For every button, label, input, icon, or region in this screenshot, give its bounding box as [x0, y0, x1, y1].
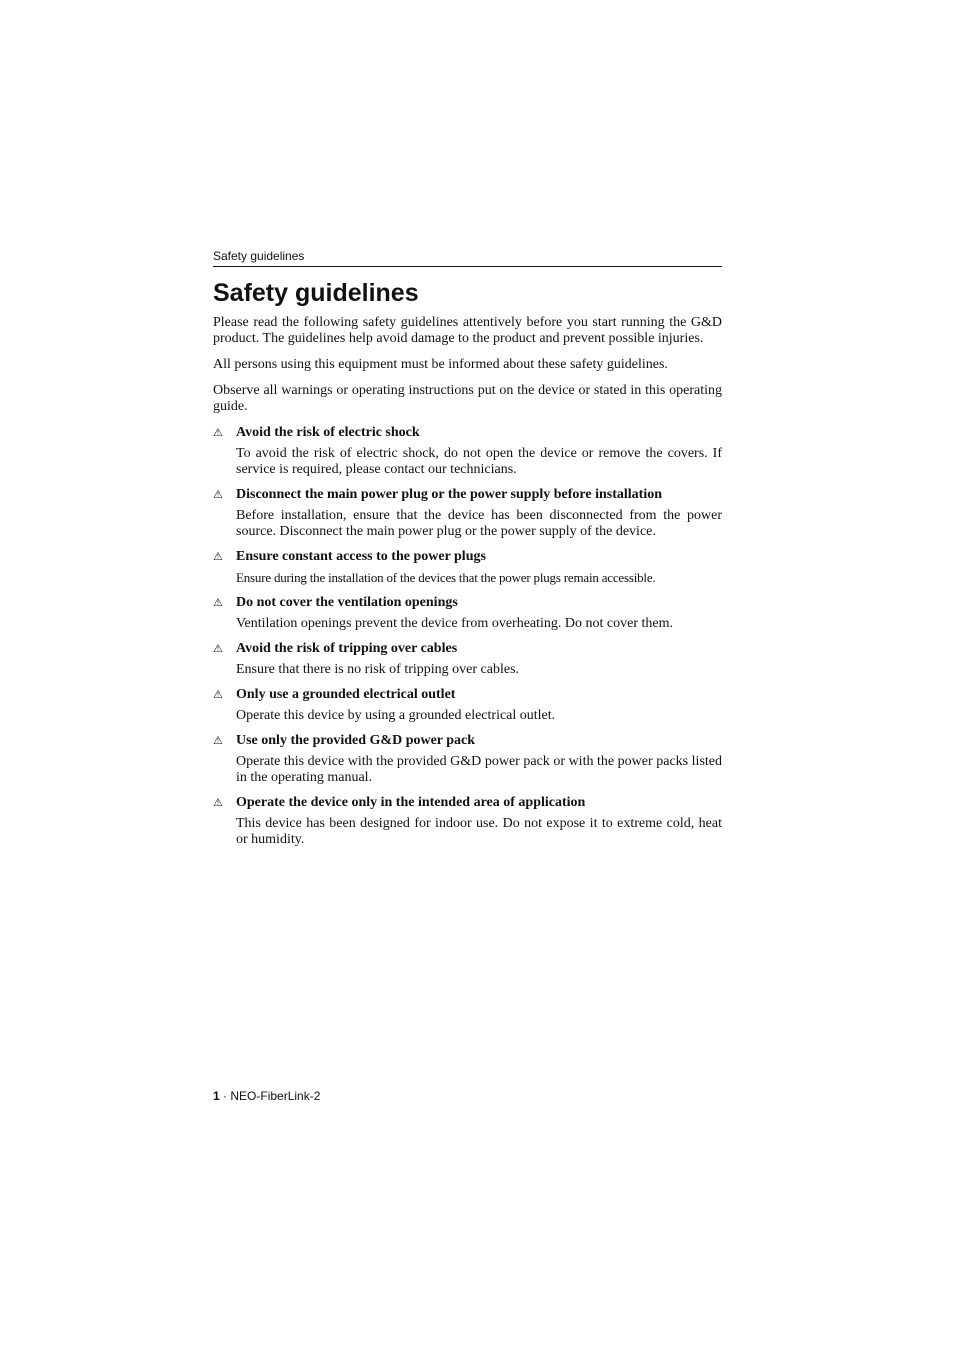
guideline-body: Before installation, ensure that the device has been disconnected from the power source. Disconnect the main power plug or the power supply of the device. — [236, 508, 722, 539]
guideline-title: Avoid the risk of electric shock — [236, 425, 420, 440]
intro-paragraph-1: Please read the following safety guidelines attentively before you start running the G&D product. The guidelines help avoid damage to the product and prevent possible injuries. — [213, 315, 722, 346]
guideline-item — [213, 487, 722, 540]
guideline-body: Ensure that there is no risk of tripping over cables. — [236, 662, 520, 677]
guideline-title: Avoid the risk of tripping over cables — [236, 641, 458, 656]
guideline-body: This device has been designed for indoor use. Do not expose it to extreme cold, heat or humidity. — [236, 816, 722, 847]
page-footer — [213, 1088, 320, 1104]
guideline-title: Operate the device only in the intended area of application — [236, 795, 586, 810]
page-title: Safety guidelines — [213, 279, 419, 307]
guideline-body: Ventilation openings prevent the device from overheating. Do not cover them. — [236, 616, 673, 631]
intro-paragraph-2: All persons using this equipment must be informed about these safety guidelines. — [213, 357, 668, 372]
guideline-item — [213, 549, 722, 586]
warning-triangle-icon: ⚠ — [213, 550, 223, 563]
warning-triangle-icon: ⚠ — [213, 596, 223, 609]
warning-triangle-icon: ⚠ — [213, 734, 223, 747]
guideline-item — [213, 687, 722, 724]
running-header: Safety guidelines — [213, 248, 722, 267]
guideline-item — [213, 595, 722, 632]
guideline-item — [213, 795, 722, 848]
guideline-title: Use only the provided G&D power pack — [236, 733, 476, 748]
warning-triangle-icon: ⚠ — [213, 796, 223, 809]
document-page — [213, 248, 722, 857]
guideline-body: To avoid the risk of electric shock, do not open the device or remove the covers. If service is required, please contact our technicians. — [236, 446, 722, 477]
guideline-body: Operate this device with the provided G&D power pack or with the power packs listed in the operating manual. — [236, 754, 722, 785]
product-name: NEO-FiberLink-2 — [230, 1089, 321, 1103]
guideline-body: Operate this device by using a grounded electrical outlet. — [236, 708, 556, 723]
footer-separator: · — [219, 1089, 231, 1103]
warning-triangle-icon: ⚠ — [213, 688, 223, 701]
warning-triangle-icon: ⚠ — [213, 642, 223, 655]
guideline-item — [213, 425, 722, 478]
warning-triangle-icon: ⚠ — [213, 426, 223, 439]
guideline-title: Ensure constant access to the power plugs — [236, 549, 486, 564]
guideline-title: Disconnect the main power plug or the power supply before installation — [236, 487, 662, 502]
page-number: 1 — [213, 1089, 220, 1103]
guideline-item — [213, 733, 722, 786]
intro-paragraph-3: Observe all warnings or operating instructions put on the device or stated in this operating guide. — [213, 383, 722, 414]
guideline-item — [213, 641, 722, 678]
warning-triangle-icon: ⚠ — [213, 488, 223, 501]
guideline-title: Only use a grounded electrical outlet — [236, 687, 456, 702]
guideline-body: Ensure during the installation of the devices that the power plugs remain accessible. — [236, 570, 656, 585]
guideline-title: Do not cover the ventilation openings — [236, 595, 458, 610]
